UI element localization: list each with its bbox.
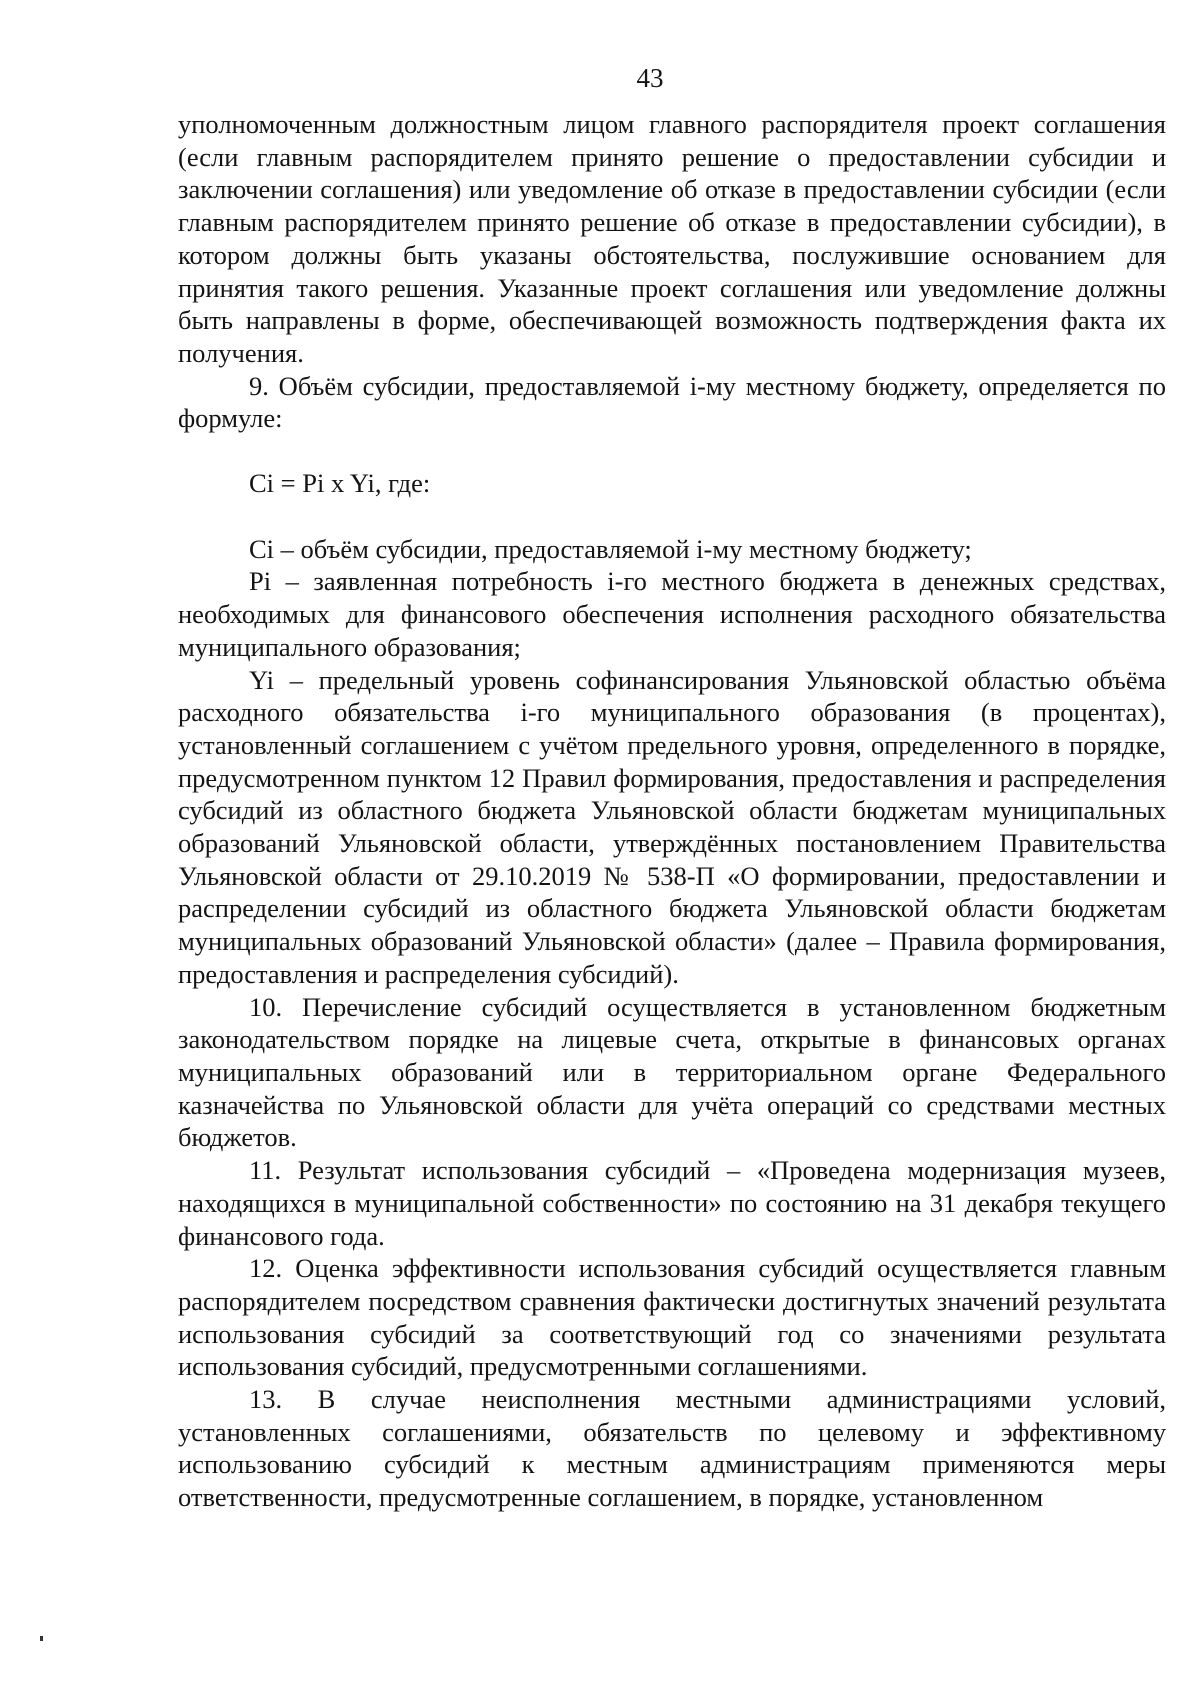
paragraph-11: 11. Результат использования субсидий – «Проведена модернизация музеев, находящихся в муниципальной собственности» по состоянию на 31 декабря текущего финансового года. [178, 1155, 1166, 1251]
definition-ci: Ci – объём субсидии, предоставляемой i-му местному бюджету; [249, 533, 972, 564]
definition-pi: Pi – заявленная потребность i-го местного бюджета в денежных средствах, необходимых для финансового обеспечения исполнения расходного обязательства муниципального образования; [178, 566, 1166, 662]
paragraph-13: 13. В случае неисполнения местными администрациями условий, установленных соглашениями, обязательств по целевому и эффективному использованию субсидий к местным администрациям применяются меры ответственности, предусмотренные соглашением, в порядке, установленном [178, 1384, 1166, 1513]
document-body [178, 108, 1166, 1514]
formula: Ci = Pi x Yi, где: [249, 468, 431, 499]
paragraph-intro: уполномоченным должностным лицом главного распорядителя проект соглашения (если главным распорядителем принято решение о предоставлении субсидии и заключении соглашения) или уведомление об отказе в предоставлении субсидии (если главным распорядителем принято решение об отказе в предоставлении субсидии), в котором должны быть указаны обстоятельства, послужившие основанием для принятия такого решения. Указанные проект соглашения или уведомление должны быть направлены в форме, обеспечивающей возможность подтверждения факта их получения. [178, 109, 1166, 368]
definition-yi: Yi – предельный уровень софинансирования Ульяновской областью объёма расходного обязательства i-го муниципального образования (в процентах), установленный соглашением с учётом предельного уровня, определенного в порядке, предусмотренном пунктом 12 Правил формирования, предоставления и распределения субсидий из областного бюджета Ульяновской области бюджетам муниципальных образований Ульяновской области, утверждённых постановлением Правительства Ульяновской области от 29.10.2019 № 538-П «О формировании, предоставлении и распределении субсидий из областного бюджета Ульяновской области бюджетам муниципальных образований Ульяновской области» (далее – Правила формирования, предоставления и распределения субсидий). [178, 664, 1166, 989]
paragraph-9: 9. Объём субсидии, предоставляемой i-му местному бюджету, определяется по формуле: [178, 370, 1166, 434]
page-number: 43 [636, 63, 664, 93]
paragraph-12: 12. Оценка эффективности использования субсидий осуществляется главным распорядителем посредством сравнения фактически достигнутых значений результата использования субсидий за соответствующий год со значениями результата использования субсидий, предусмотренными соглашениями. [178, 1253, 1166, 1382]
scan-speck [40, 1636, 43, 1641]
paragraph-10: 10. Перечисление субсидий осуществляется в установленном бюджетным законодательством порядке на лицевые счета, открытые в финансовых органах муниципальных образований или в территориальном органе Федерального казначейства по Ульяновской области для учёта операций со средствами местных бюджетов. [178, 991, 1166, 1153]
